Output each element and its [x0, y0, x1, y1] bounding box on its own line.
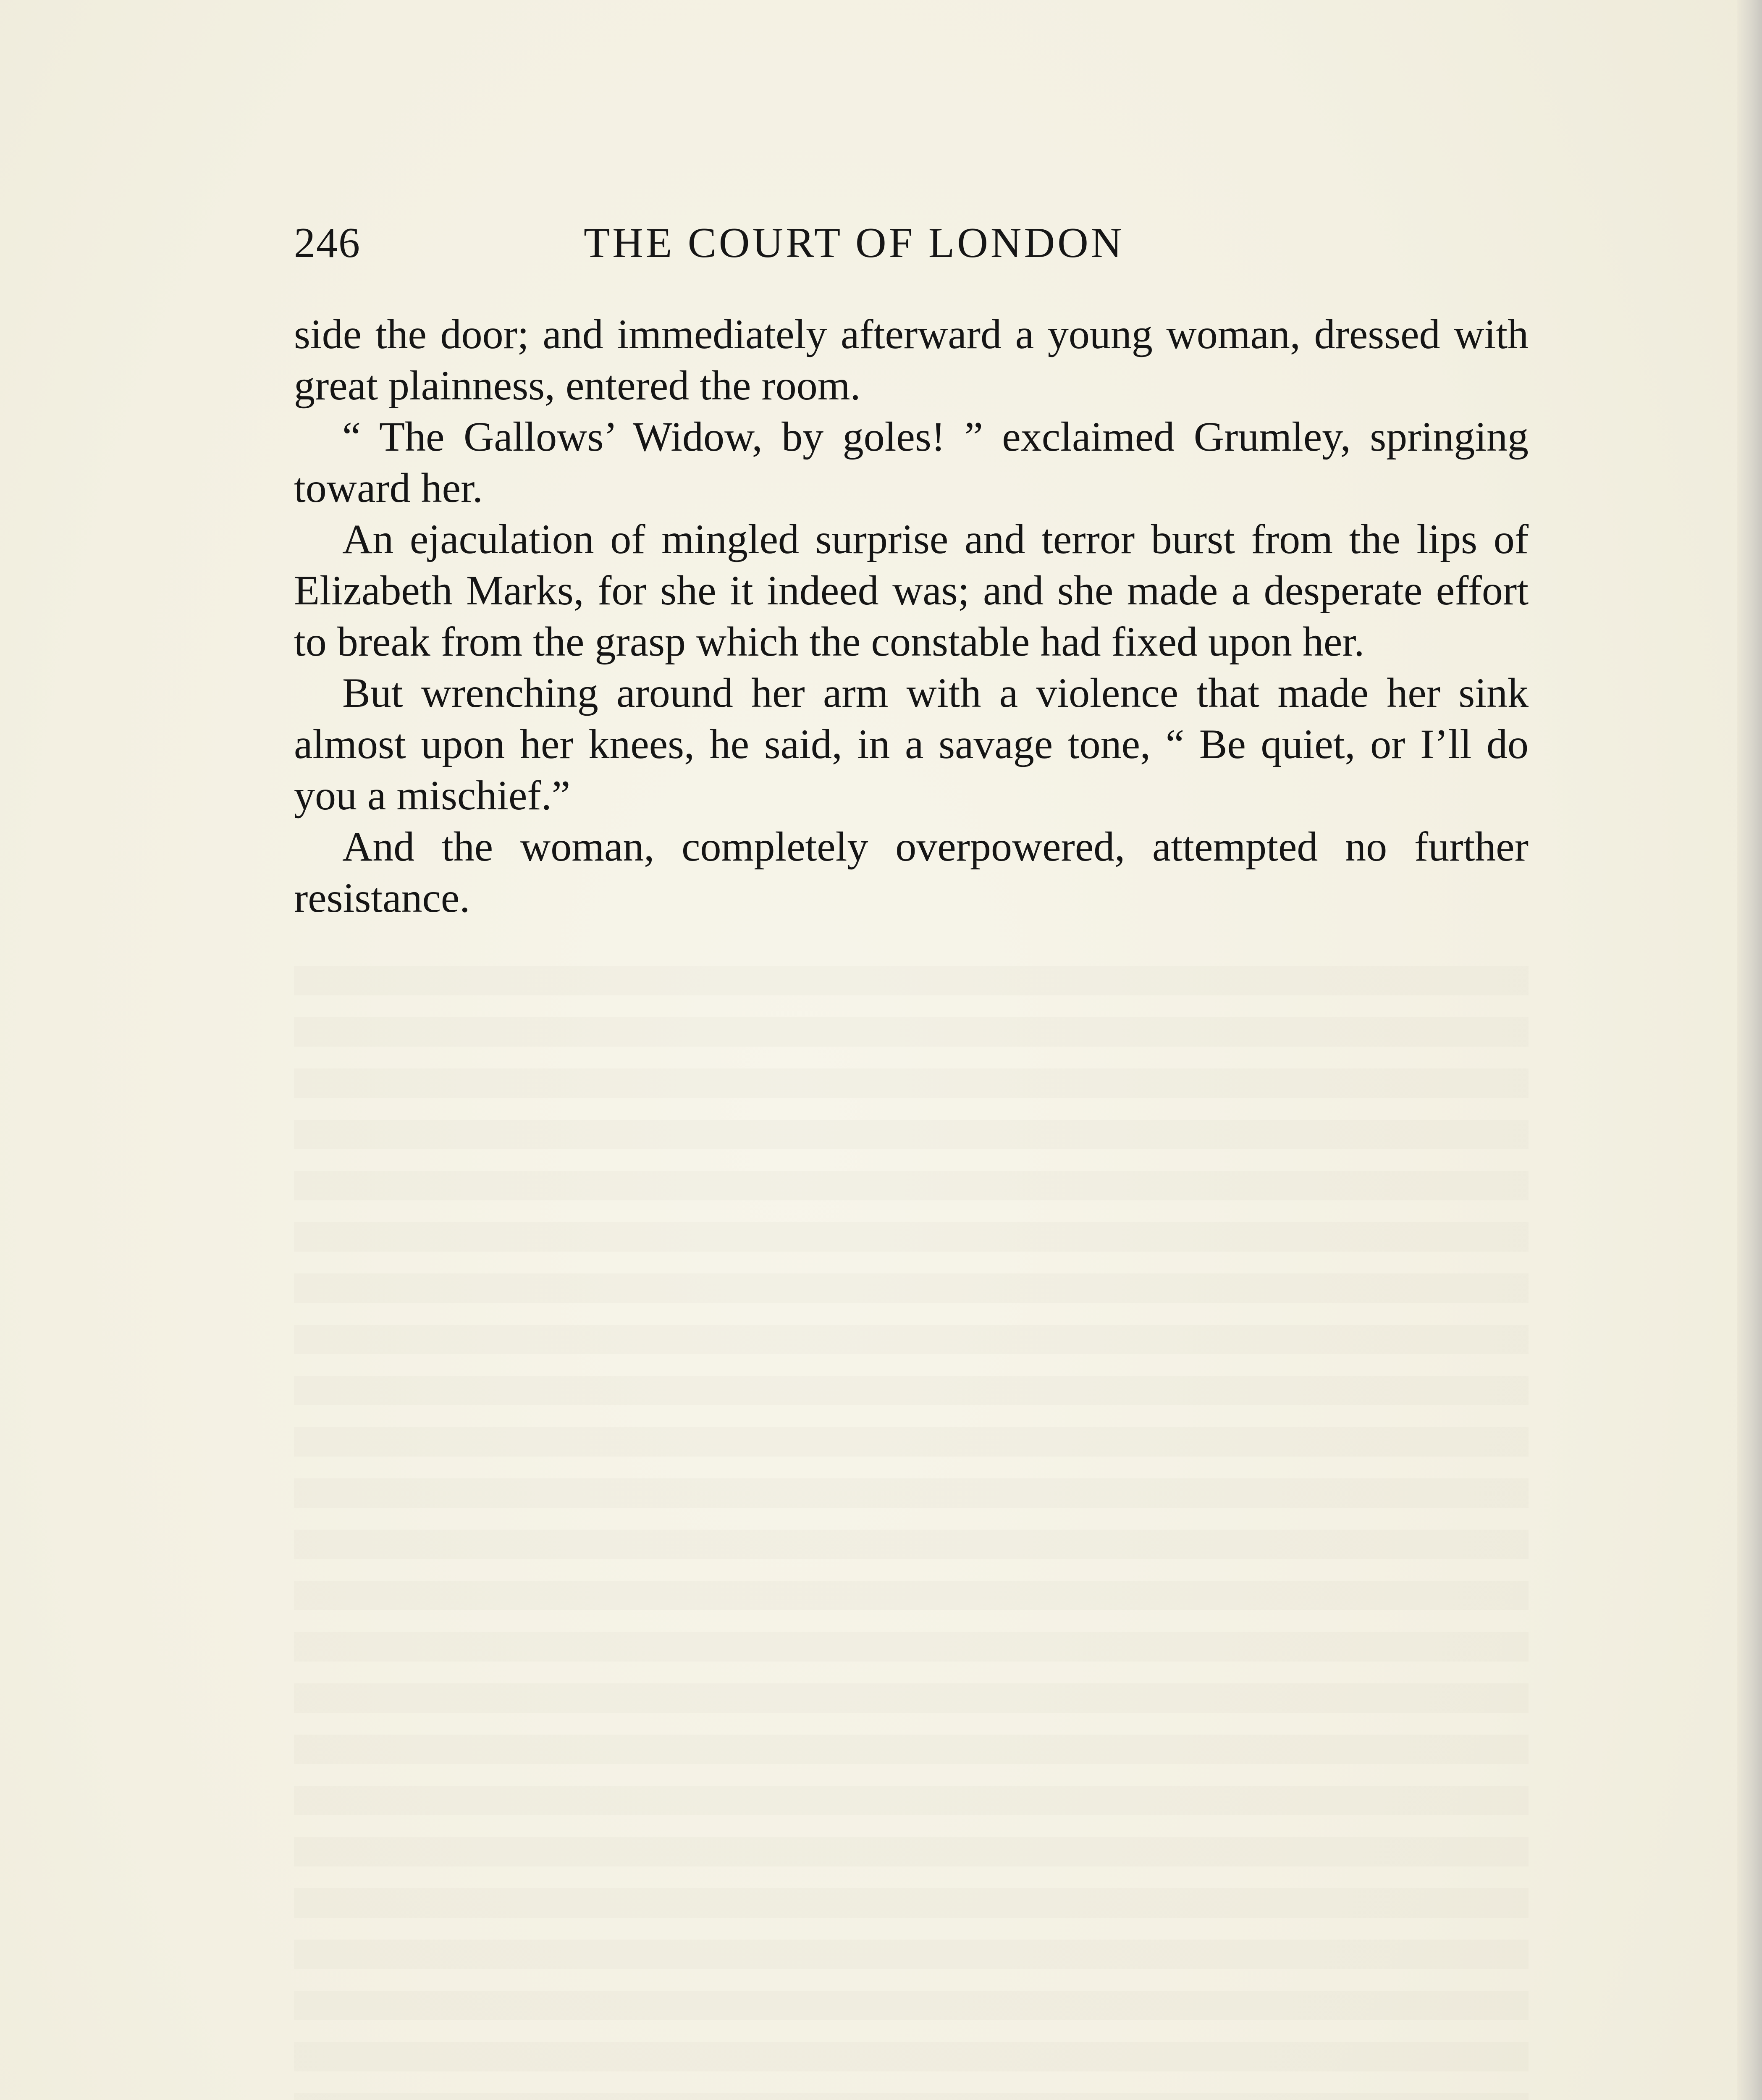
paragraph: An ejaculation of mingled surprise and terror burst from the lips of Elizabeth Marks, for she it indeed was; and she made a desperate effort to break from the grasp which the constable had fixed upon her.	[294, 516, 1529, 665]
page-edge-shadow	[1737, 0, 1762, 2100]
paragraph: But wrenching around her arm with a violence that made her sink almost upon her knees, he said, in a savage tone, “ Be quiet, or I’ll do you a mischief.”	[294, 669, 1529, 819]
page-header	[294, 218, 1529, 277]
paragraph: “ The Gallows’ Widow, by goles! ” exclaimed Grumley, springing toward her.	[294, 413, 1529, 511]
paragraph: And the woman, completely overpowered, attempted no further resistance.	[294, 823, 1529, 921]
running-title: THE COURT OF LONDON	[584, 219, 1125, 267]
body-text	[294, 309, 1529, 924]
page-number: 246	[294, 219, 361, 267]
paragraph: side the door; and immediately afterward a young woman, dressed with great plainness, entered the room.	[294, 311, 1529, 409]
show-through-text	[294, 966, 1529, 2100]
